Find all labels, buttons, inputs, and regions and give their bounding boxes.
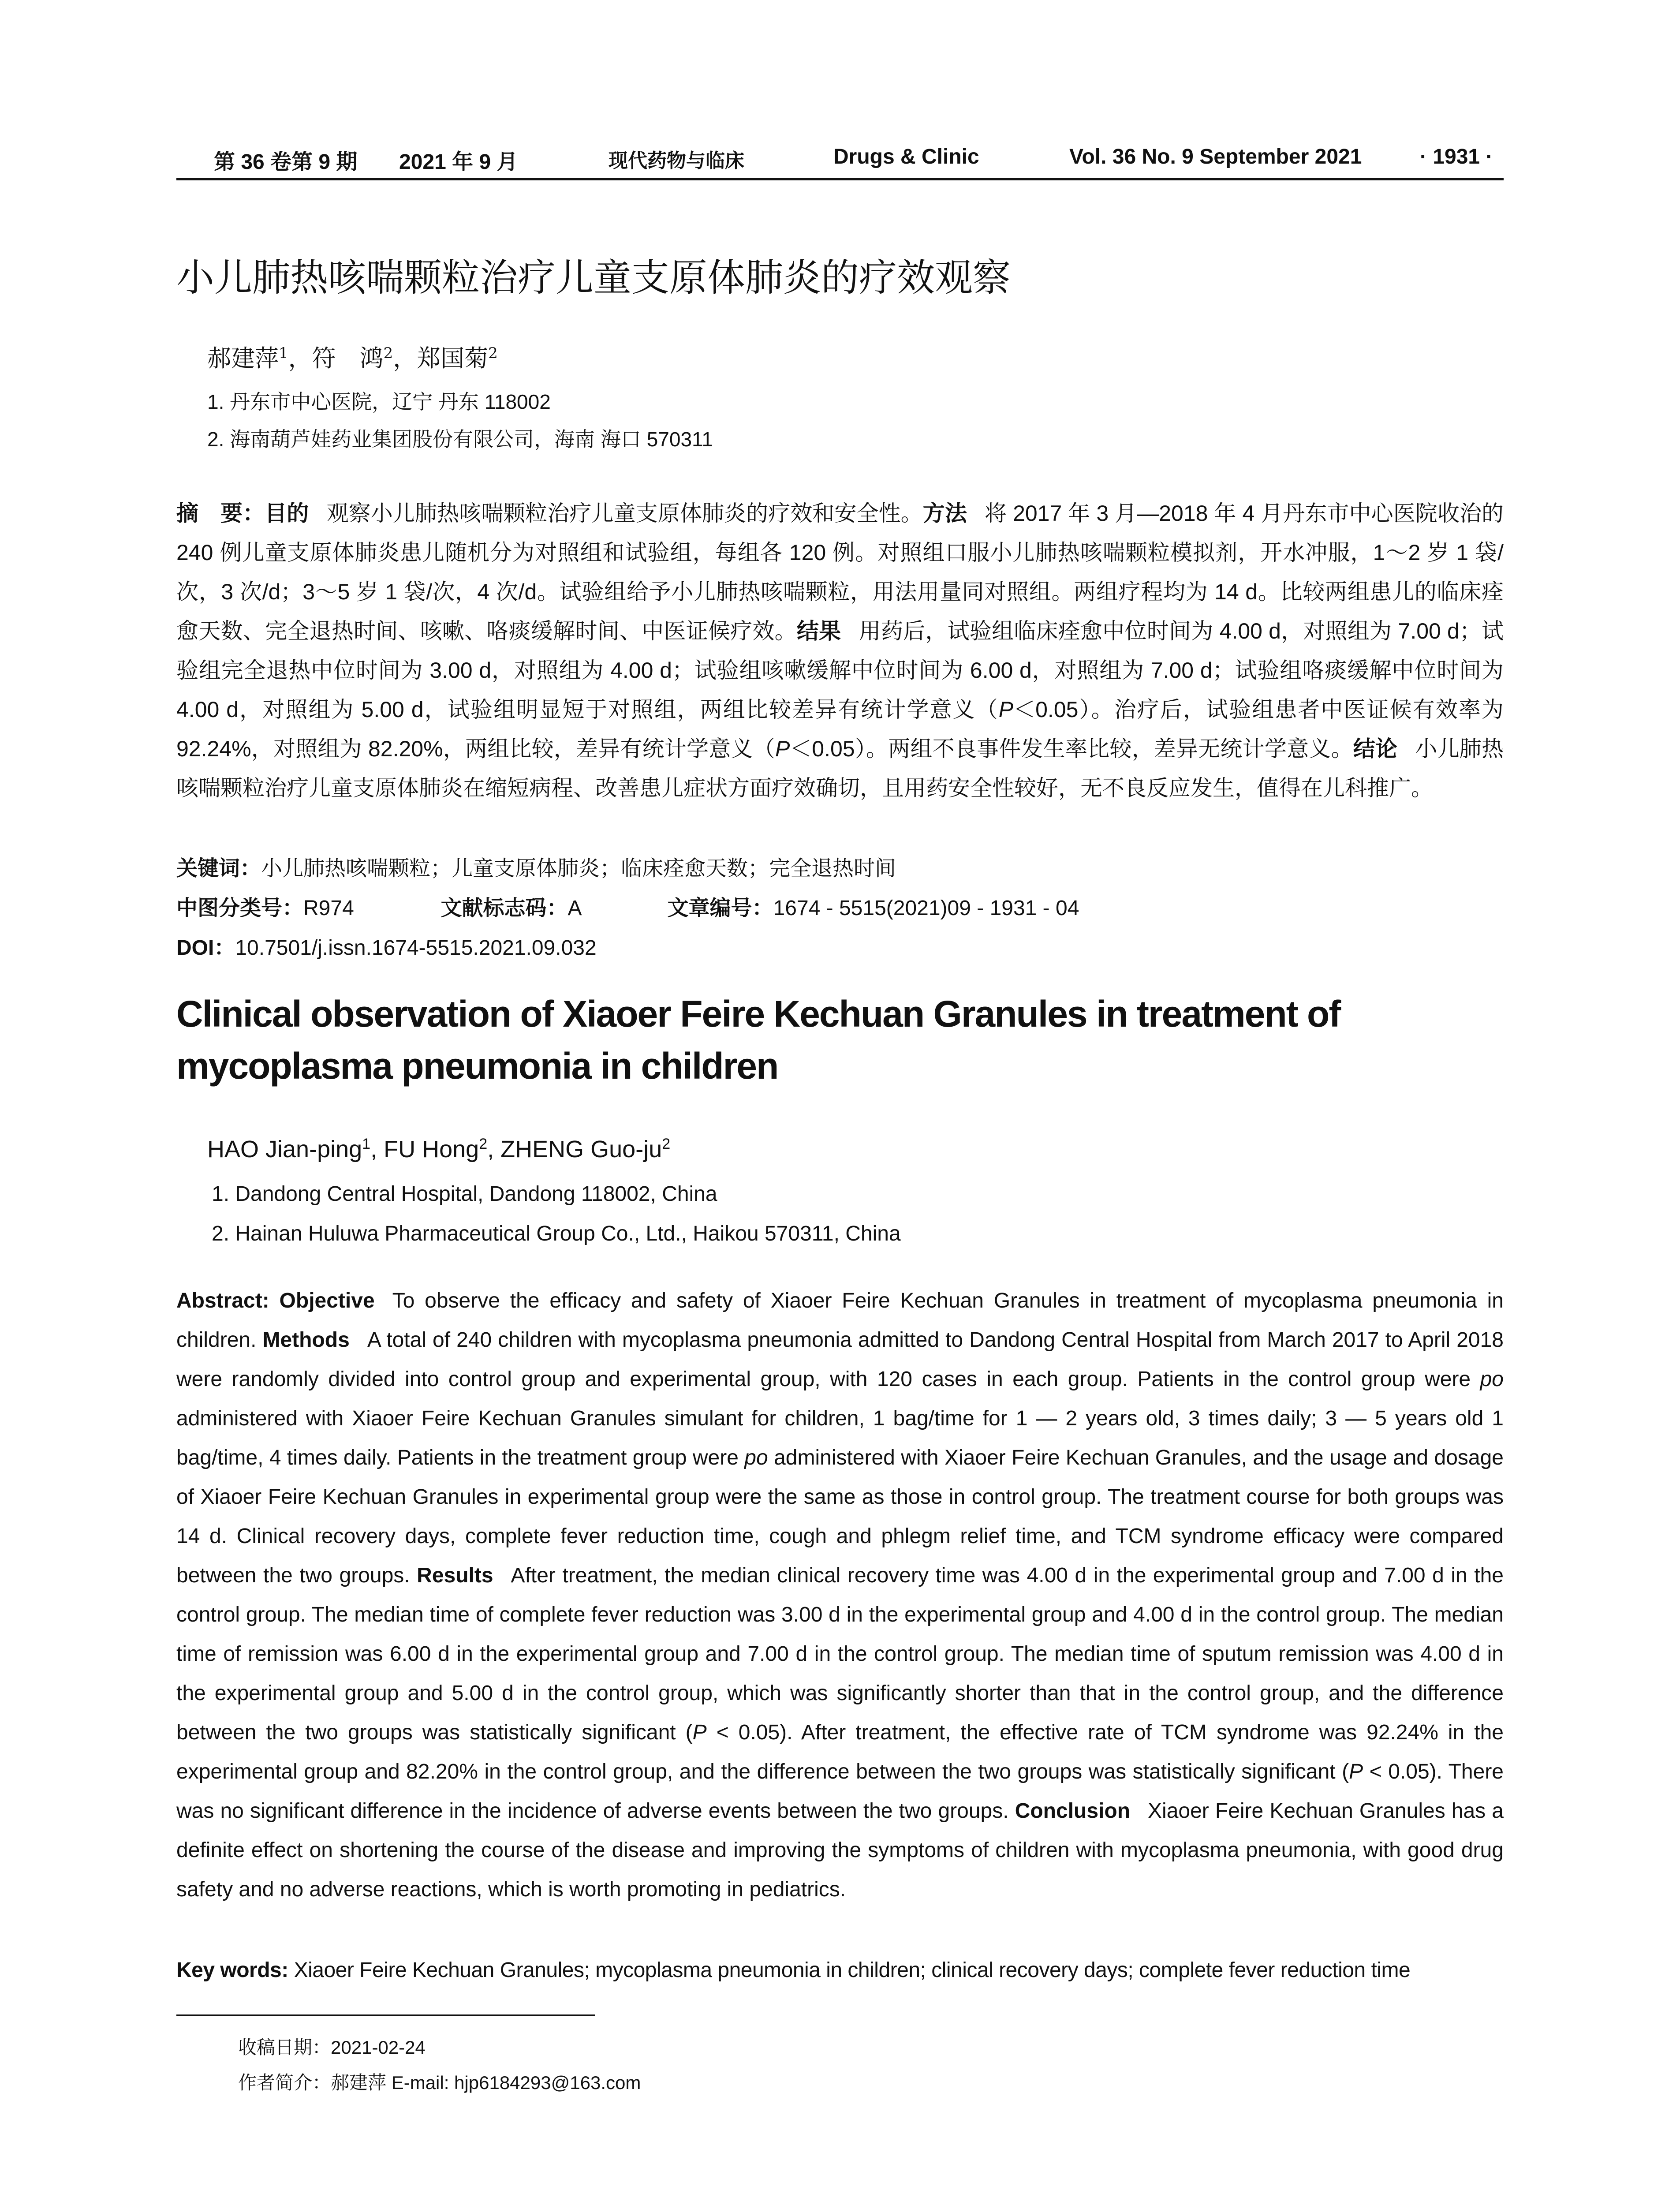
- en-conclusion-label: Conclusion: [1015, 1799, 1131, 1823]
- en-methods-label: Methods: [262, 1328, 350, 1352]
- clc-label: 中图分类号：: [176, 897, 304, 920]
- en-results-text-3: < 0.05). There was no significant difference in the incidence of adverse events between the two groups.: [176, 1760, 1504, 1823]
- received-label: 收稿日期：: [238, 2037, 331, 2058]
- cn-p-symbol: P: [775, 736, 790, 761]
- doi-line: [176, 931, 597, 961]
- header-volume-en: Vol. 36 No. 9 September 2021: [1069, 145, 1362, 168]
- en-objective-label: Objective: [279, 1289, 375, 1312]
- cn-author-2-sup: 2: [383, 344, 393, 362]
- en-keywords-text: Xiaoer Feire Kechuan Granules; mycoplasma pneumonia in children; clinical recovery days; complete fever reduction time: [294, 1958, 1411, 1982]
- cn-methods-text: 将 2017 年 3 月—2018 年 4 月丹东市中心医院收治的 240 例儿童支原体肺炎患儿随机分为对照组和试验组，每组各 120 例。对照组口服小儿肺热咳喘颗粒模拟剂，开水冲服，1～2 岁 1 袋/次，3 次/d；3～5 岁 1 袋/次，4 次/d。试验组给予小儿肺热咳喘颗粒，用法用量同对照组。两组疗程均为 14 d。比较两组患儿的临床痊愈天数、完全退热时间、咳嗽、咯痰缓解时间、中医证候疗效。: [176, 501, 1504, 643]
- en-results-label: Results: [417, 1564, 493, 1587]
- cn-conclusion-text: 小儿肺热咳喘颗粒治疗儿童支原体肺炎在缩短病程、改善患儿症状方面疗效确切，且用药安全性较好，无不良反应发生，值得在儿科推广。: [176, 736, 1504, 800]
- cn-author-sep: ，: [393, 344, 417, 372]
- cn-keywords-text: 小儿肺热咳喘颗粒；儿童支原体肺炎；临床痊愈天数；完全退热时间: [261, 857, 896, 880]
- received-date: 2021-02-24: [331, 2037, 426, 2058]
- header-journal-en: Drugs & Clinic: [833, 145, 979, 168]
- article-no-label: 文章编号：: [667, 897, 773, 920]
- running-header: [176, 140, 1504, 180]
- cn-methods-label: 方法: [922, 501, 967, 526]
- article-no-value: 1674 - 5515(2021)09 - 1931 - 04: [773, 897, 1079, 920]
- doi-value: 10.7501/j.issn.1674-5515.2021.09.032: [235, 936, 597, 960]
- cn-authors: [207, 340, 498, 374]
- en-methods-text-3: administered with Xiaoer Feire Kechuan Granules, and the usage and dosage of Xiaoer Feire Kechuan Granules in experimental group were the same as those in control group. The treatment course for both groups was 14 d. Clinical recovery days, complete fever reduction time, cough and phlegm relief time, and TCM syndrome efficacy were compared between the two groups.: [176, 1446, 1504, 1587]
- en-author-2: FU Hong: [384, 1136, 479, 1162]
- cn-affiliation-1: 1. 丹东市中心医院，辽宁 丹东 118002: [207, 390, 551, 413]
- cn-author-2: 符 鸿: [312, 344, 384, 372]
- cn-objective-label: 目的: [265, 501, 309, 526]
- header-journal-cn: 现代药物与临床: [609, 149, 744, 172]
- footnote-received: [238, 2033, 426, 2059]
- author-bio-name: 郝建萍: [331, 2072, 387, 2093]
- doi-label: DOI：: [176, 936, 235, 960]
- en-conclusion-text: Xiaoer Feire Kechuan Granules has a definite effect on shortening the course of the disease and improving the symptoms of children with mycoplasma pneumonia, with good drug safety and no adverse reactions, which is worth promoting in pediatrics.: [176, 1799, 1504, 1901]
- en-po-term: po: [744, 1446, 768, 1469]
- en-keywords: [176, 1958, 1517, 1982]
- cn-affiliation-2: 2. 海南葫芦娃药业集团股份有限公司，海南 海口 570311: [207, 428, 713, 451]
- en-keywords-label: Key words:: [176, 1958, 288, 1982]
- cn-results-text-3: ＜0.05）。两组不良事件发生率比较，差异无统计学意义。: [790, 736, 1353, 761]
- en-p-symbol: P: [692, 1721, 707, 1744]
- en-objective-text: To observe the efficacy and safety of Xiaoer Feire Kechuan Granules in treatment of mycoplasma pneumonia in children.: [176, 1289, 1504, 1352]
- en-methods-text-2: administered with Xiaoer Feire Kechuan Granules simulant for children, 1 bag/time for 1 — 2 years old, 3 times daily; 3 — 5 years old 1 bag/time, 4 times daily. Patients in the treatment group were: [176, 1407, 1504, 1469]
- en-author-sep: ,: [370, 1136, 384, 1162]
- en-affiliation-1: 1. Dandong Central Hospital, Dandong 118002, China: [212, 1182, 717, 1206]
- cn-title: 小儿肺热咳喘颗粒治疗儿童支原体肺炎的疗效观察: [176, 257, 1011, 299]
- cn-author-1: 郝建萍: [207, 344, 279, 372]
- en-affiliation-2: 2. Hainan Huluwa Pharmaceutical Group Co., Ltd., Haikou 570311, China: [212, 1222, 901, 1245]
- en-authors: [207, 1136, 670, 1163]
- clc-value: R974: [303, 897, 354, 920]
- en-po-term: po: [1480, 1368, 1504, 1391]
- cn-classification-line: [176, 891, 1079, 921]
- en-author-1-sup: 1: [362, 1136, 371, 1152]
- en-abstract: [176, 1281, 1504, 1909]
- doc-code-value: A: [567, 897, 581, 920]
- cn-abstract-label: 摘 要：: [176, 501, 265, 526]
- cn-results-text-1: 用药后，试验组临床痊愈中位时间为 4.00 d，对照组为 7.00 d；试验组完全退热中位时间为 3.00 d，对照组为 4.00 d；试验组咳嗽缓解中位时间为 6.00 d，对照组为 7.00 d；试验组咯痰缓解中位时间为 4.00 d，对照组为 5.00 d，试验组明显短于对照组，两组比较差异有统计学意义（: [176, 619, 1504, 722]
- cn-author-3: 郑国菊: [417, 344, 489, 372]
- header-date-cn: 2021 年 9 月: [399, 150, 518, 174]
- en-p-symbol: P: [1349, 1760, 1363, 1783]
- author-email: E-mail: hjp6184293@163.com: [391, 2072, 641, 2093]
- cn-conclusion-label: 结论: [1353, 736, 1398, 761]
- doc-code-label: 文献标志码：: [441, 897, 568, 920]
- en-results-text-2: < 0.05). After treatment, the effective rate of TCM syndrome was 92.24% in the experimental group and 82.20% in the control group, and the difference between the two groups was statistically significant (: [176, 1721, 1504, 1783]
- en-title: Clinical observation of Xiaoer Feire Kechuan Granules in treatment of mycoplasma pneumonia in children: [176, 993, 1340, 1087]
- en-methods-text-1: A total of 240 children with mycoplasma pneumonia admitted to Dandong Central Hospital from March 2017 to April 2018 were randomly divided into control group and experimental group, with 120 cases in each group. Patients in the control group were: [176, 1328, 1504, 1391]
- en-abstract-label: Abstract:: [176, 1289, 269, 1312]
- cn-author-sep: ，: [288, 344, 312, 372]
- en-author-3: ZHENG Guo-ju: [500, 1136, 662, 1162]
- header-page-number: · 1931 ·: [1420, 145, 1493, 168]
- cn-author-3-sup: 2: [488, 344, 498, 362]
- en-results-text-1: After treatment, the median clinical recovery time was 4.00 d in the experimental group and 7.00 d in the control group. The median time of complete fever reduction was 3.00 d in the experimental group and 4.00 d in the control group. The median time of remission was 6.00 d in the experimental group and 7.00 d in the control group. The median time of sputum remission was 4.00 d in the experimental group and 5.00 d in the control group, which was significantly shorter than that in the control group, and the difference between the two groups was statistically significant (: [176, 1564, 1504, 1744]
- en-author-1: HAO Jian-ping: [207, 1136, 362, 1162]
- en-author-sep: ,: [487, 1136, 501, 1162]
- cn-author-1-sup: 1: [279, 344, 288, 362]
- cn-abstract: [176, 494, 1504, 808]
- en-author-2-sup: 2: [479, 1136, 488, 1152]
- footnote-author: [238, 2068, 641, 2095]
- en-author-3-sup: 2: [662, 1136, 671, 1152]
- author-bio-label: 作者简介：: [238, 2072, 331, 2093]
- cn-keywords-label: 关键词：: [176, 857, 261, 880]
- cn-p-symbol: P: [998, 697, 1014, 722]
- cn-results-label: 结果: [796, 619, 841, 643]
- cn-results-text-2: ＜0.05）。治疗后，试验组患者中医证候有效率为 92.24%，对照组为 82.20%，两组比较，差异有统计学意义（: [176, 697, 1504, 761]
- footnote-rule: [176, 2014, 595, 2016]
- cn-keywords: [176, 851, 896, 882]
- header-volume-cn: 第 36 卷第 9 期: [214, 150, 358, 174]
- cn-objective-text: 观察小儿肺热咳喘颗粒治疗儿童支原体肺炎的疗效和安全性。: [326, 501, 923, 526]
